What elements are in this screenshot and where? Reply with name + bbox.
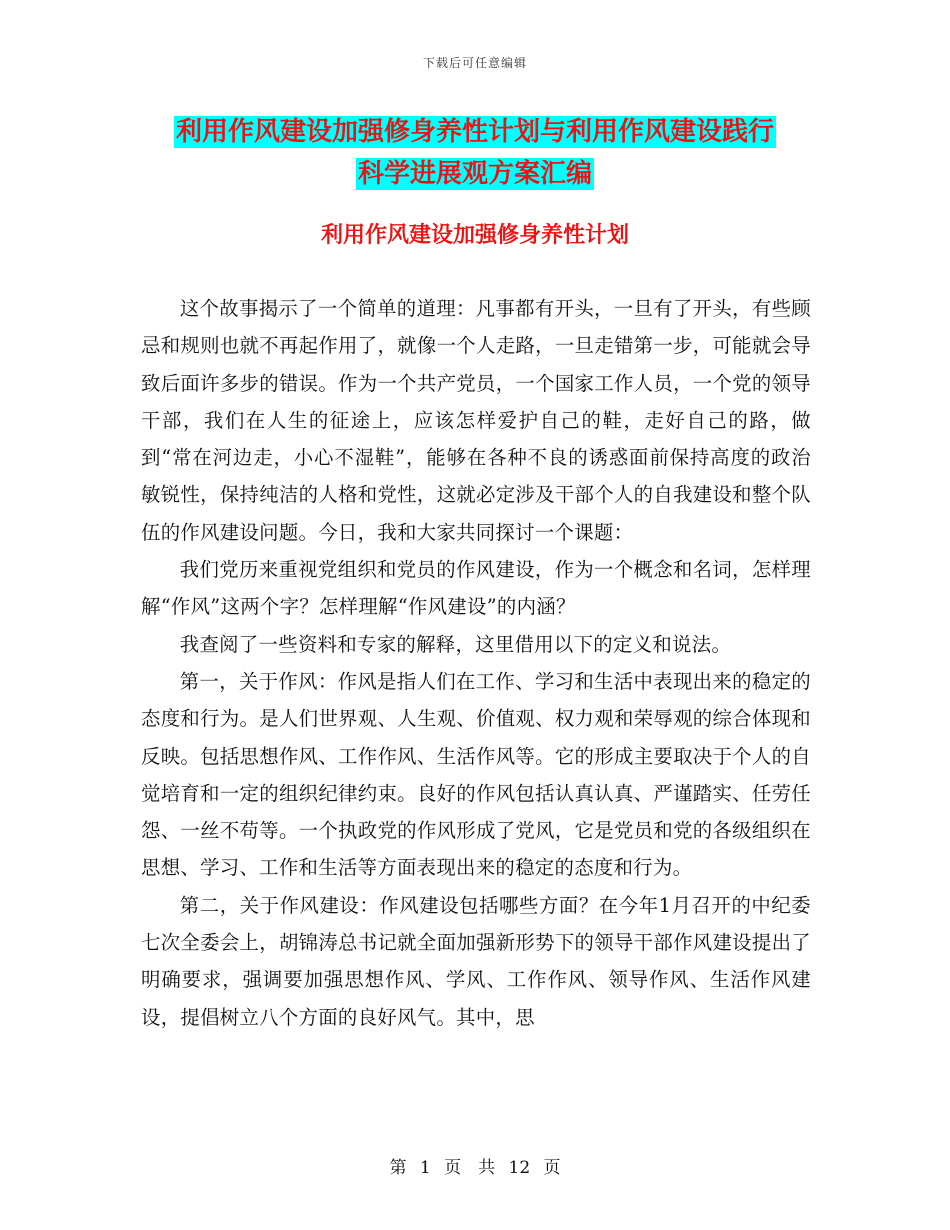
total-pages: 12: [508, 1158, 531, 1178]
paragraph: 我们党历来重视党组织和党员的作风建设，作为一个概念和名词，怎样理解“作风”这两个字？怎样理解“作风建设”的内涵？: [141, 558, 811, 619]
page-footer: [0, 1153, 950, 1178]
document-title-line-1-text: 利用作风建设加强修身养性计划与利用作风建设践行: [175, 117, 774, 147]
document-title-line-2-text: 科学进展观方案汇编: [357, 159, 592, 189]
section-title: 利用作风建设加强修身养性计划: [320, 223, 629, 248]
paragraph: 这个故事揭示了一个简单的道理：凡事都有开头，一旦有了开头，有些顾忌和规则也就不再起作用了，就像一个人走路，一旦走错第一步，可能就会导致后面许多步的错误。作为一个共产党员，一个国家工作人员，一个党的领导干部，我们在人生的征途上，应该怎样爱护自己的鞋，走好自己的路，做到“常在河边走，小心不湿鞋”，能够在各种不良的诱惑面前保持高度的政治敏锐性，保持纯洁的人格和党性，这就必定涉及干部个人的自我建设和整个队伍的作风建设问题。今日，我和大家共同探讨一个课题：: [141, 297, 811, 544]
paragraph: 第二，关于作风建设：作风建设包括哪些方面？在今年1月召开的中纪委七次全委会上，胡锦涛总书记就全面加强新形势下的领导干部作风建设提出了明确要求，强调要加强思想作风、学风、工作作风、领导作风、生活作风建设，提倡树立八个方面的良好风气。其中，思: [141, 893, 811, 1029]
paragraph: 第一，关于作风：作风是指人们在工作、学习和生活中表现出来的稳定的态度和行为。是人们世界观、人生观、价值观、权力观和荣辱观的综合体现和反映。包括思想作风、工作作风、生活作风等。它的形成主要取决于个人的自觉培育和一定的组织纪律约束。良好的作风包括认真认真、严谨踏实、任劳任怨、一丝不苟等。一个执政党的作风形成了党风，它是党员和党的各级组织在思想、学习、工作和生活等方面表现出来的稳定的态度和行为。: [141, 669, 811, 880]
page-label-middle: 页 共: [444, 1158, 496, 1178]
document-body: [141, 290, 811, 1036]
document-title-line-1: [140, 115, 810, 149]
document-title-line-2: [140, 157, 810, 191]
paragraph: 我查阅了一些资料和专家的解释，这里借用以下的定义和说法。: [179, 632, 732, 656]
page-label-prefix: 第: [389, 1158, 407, 1178]
page-number: 1: [419, 1158, 431, 1178]
page-header: 下载后可任意编辑: [422, 56, 527, 70]
page-label-suffix: 页: [543, 1158, 561, 1178]
